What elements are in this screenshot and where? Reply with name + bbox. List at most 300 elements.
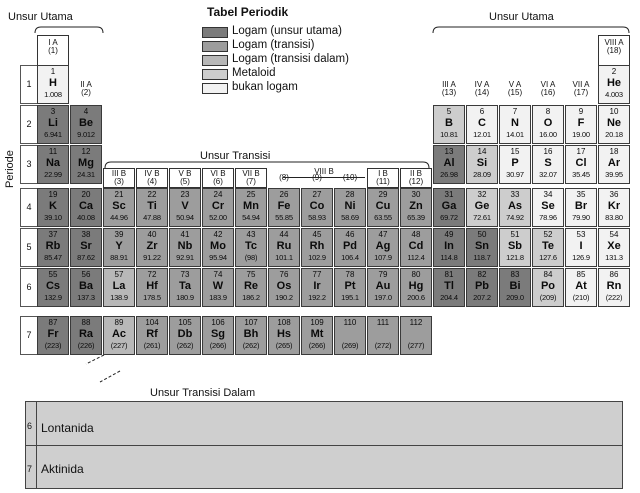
atomic-mass: 50.94 — [176, 213, 194, 222]
element-symbol: P — [511, 157, 519, 169]
group-number: (1) — [48, 46, 58, 56]
element-cell-ra — [70, 316, 102, 355]
atomic-number: 32 — [477, 190, 487, 199]
atomic-mass: 12.01 — [473, 130, 491, 139]
element-cell-o — [532, 105, 564, 144]
element-symbol: Rn — [606, 280, 622, 292]
atomic-mass: 114.8 — [440, 253, 458, 262]
atomic-mass: 9.012 — [77, 130, 95, 139]
element-cell-f — [565, 105, 597, 144]
element-symbol: Pd — [342, 240, 358, 252]
atomic-mass: (209) — [539, 293, 557, 302]
group-header-17 — [565, 81, 597, 98]
element-symbol: Cu — [375, 200, 391, 212]
group-name: VII B — [242, 169, 260, 178]
element-symbol: Se — [541, 200, 555, 212]
group-name: III B — [111, 169, 127, 178]
atomic-number: 20 — [81, 190, 91, 199]
atomic-mass: 14.01 — [506, 130, 524, 139]
atomic-mass: (266) — [308, 341, 326, 350]
atomic-number: 43 — [246, 230, 256, 239]
element-cell-mt — [301, 316, 333, 355]
atomic-mass: (223) — [44, 341, 62, 350]
atomic-mass: 121.8 — [506, 253, 524, 262]
atomic-mass: 95.94 — [209, 253, 227, 262]
period-number-6: 6 — [26, 282, 32, 292]
group-number: (17) — [573, 88, 589, 98]
element-symbol: Ti — [147, 200, 157, 212]
atomic-mass: 4.003 — [605, 90, 623, 99]
group-name: V A — [508, 80, 522, 89]
atomic-number: 6 — [479, 107, 485, 116]
atomic-mass: (261) — [143, 341, 161, 350]
atomic-number: 88 — [81, 318, 91, 327]
atomic-number: 29 — [378, 190, 388, 199]
legend-swatch — [202, 55, 228, 66]
element-cell-ge — [466, 188, 498, 227]
atomic-number: 105 — [178, 318, 192, 327]
element-cell-zn — [400, 188, 432, 227]
element-symbol: Mg — [78, 157, 94, 169]
group-header-15 — [499, 81, 531, 98]
element-symbol: H — [49, 77, 57, 89]
atomic-number: 108 — [277, 318, 291, 327]
atomic-mass: 195.1 — [341, 293, 359, 302]
element-cell-po — [532, 268, 564, 307]
legend-label: Logam (transisi) — [232, 39, 315, 51]
element-cell-i — [565, 228, 597, 267]
atomic-mass: 112.4 — [407, 253, 425, 262]
group-name: II A — [80, 80, 92, 89]
period-number-4: 4 — [26, 202, 32, 212]
element-symbol: Co — [309, 200, 325, 212]
element-symbol: Hf — [146, 280, 158, 292]
group-header-2 — [70, 81, 102, 98]
atomic-mass: 78.96 — [539, 213, 557, 222]
group-header-4 — [136, 168, 168, 188]
atomic-number: 11 — [48, 147, 58, 156]
atomic-mass: 91.22 — [143, 253, 161, 262]
atomic-mass: 74.92 — [506, 213, 524, 222]
atomic-number: 79 — [378, 270, 388, 279]
atomic-mass: 102.9 — [308, 253, 326, 262]
element-cell-w — [202, 268, 234, 307]
group-number: (5) — [180, 177, 190, 187]
atomic-number: 50 — [477, 230, 487, 239]
atomic-number: 13 — [444, 147, 454, 156]
group-number: (18) — [606, 46, 622, 56]
atomic-number: 10 — [609, 107, 619, 116]
element-symbol: Fe — [277, 200, 291, 212]
atomic-number: 28 — [345, 190, 355, 199]
legend-swatch — [202, 27, 228, 38]
element-symbol: Bh — [243, 328, 259, 340]
element-cell-v — [169, 188, 201, 227]
element-symbol: B — [445, 117, 453, 129]
element-cell-cd — [400, 228, 432, 267]
element-cell-hg — [400, 268, 432, 307]
atomic-mass: 52.00 — [209, 213, 227, 222]
atomic-mass: 10.81 — [440, 130, 458, 139]
element-cell-mn — [235, 188, 267, 227]
group-name: I B — [378, 169, 388, 178]
element-cell-b — [433, 105, 465, 144]
element-symbol: Nb — [177, 240, 193, 252]
element-symbol: Ar — [607, 157, 621, 169]
inner-dash-left — [100, 371, 120, 382]
element-cell-re — [235, 268, 267, 307]
atomic-number: 47 — [378, 230, 388, 239]
element-symbol: Be — [78, 117, 94, 129]
atomic-number: 24 — [213, 190, 223, 199]
element-symbol: Ne — [606, 117, 622, 129]
element-cell-tl — [433, 268, 465, 307]
element-symbol: Rb — [45, 240, 61, 252]
atomic-mass: 138.9 — [110, 293, 128, 302]
page-title: Tabel Periodik — [207, 5, 289, 19]
atomic-mass: (222) — [605, 293, 623, 302]
legend-label: bukan logam — [232, 81, 298, 93]
atomic-mass: 107.9 — [374, 253, 392, 262]
element-cell-ar — [598, 145, 630, 184]
element-cell-sr — [70, 228, 102, 267]
group-header-5 — [169, 168, 201, 188]
atomic-mass: 209.0 — [506, 293, 524, 302]
atomic-number: 25 — [246, 190, 256, 199]
atomic-mass: 55.85 — [275, 213, 293, 222]
period-number-7: 7 — [26, 330, 32, 340]
aktinida-label: Aktinida — [41, 462, 84, 476]
group-header-7 — [235, 168, 267, 188]
unsur-transisi-dalam-label: Unsur Transisi Dalam — [150, 387, 256, 399]
legend-label: Metaloid — [232, 67, 276, 79]
atomic-number: 22 — [147, 190, 157, 199]
element-symbol: Cl — [575, 157, 587, 169]
group-number: (14) — [474, 88, 490, 98]
period-box — [20, 145, 37, 184]
period-number-5: 5 — [26, 242, 32, 252]
period-box — [20, 316, 37, 355]
atomic-mass: 35.45 — [572, 170, 590, 179]
element-symbol: Cd — [408, 240, 424, 252]
element-cell-he — [598, 65, 630, 104]
atomic-number: 9 — [578, 107, 584, 116]
atomic-mass: (262) — [242, 341, 260, 350]
atomic-mass: 178.5 — [143, 293, 161, 302]
atomic-mass: (226) — [77, 341, 95, 350]
group-number: (8) — [279, 173, 289, 182]
element-symbol: Li — [48, 117, 58, 129]
left-bracket — [35, 27, 103, 33]
group-header-12 — [400, 168, 432, 188]
atomic-number: 38 — [81, 230, 91, 239]
element-symbol: Si — [476, 157, 488, 169]
atomic-number: 84 — [543, 270, 553, 279]
element-symbol: Hs — [276, 328, 292, 340]
element-symbol: Kr — [607, 200, 621, 212]
element-cell-ti — [136, 188, 168, 227]
legend-swatch — [202, 41, 228, 52]
atomic-mass: 39.10 — [44, 213, 62, 222]
atomic-number: 8 — [545, 107, 551, 116]
atomic-number: 42 — [213, 230, 223, 239]
periode-axis-label: Periode — [4, 150, 16, 188]
element-cell-co — [301, 188, 333, 227]
element-cell-rb — [37, 228, 69, 267]
atomic-mass: 85.47 — [44, 253, 62, 262]
group-name: II B — [409, 169, 422, 178]
atomic-mass: 197.0 — [374, 293, 392, 302]
element-cell-hf — [136, 268, 168, 307]
element-symbol: F — [577, 117, 585, 129]
element-symbol: Au — [375, 280, 391, 292]
element-symbol: I — [579, 240, 583, 252]
element-cell-ni — [334, 188, 366, 227]
atomic-number: 12 — [81, 147, 91, 156]
atomic-number: 1 — [50, 67, 56, 76]
atomic-mass: 32.07 — [539, 170, 557, 179]
element-symbol — [335, 329, 365, 340]
element-symbol: V — [181, 200, 189, 212]
atomic-mass: 65.39 — [407, 213, 425, 222]
atomic-mass: 207.2 — [473, 293, 491, 302]
element-symbol: Ac — [111, 328, 127, 340]
group-name: V B — [178, 169, 192, 178]
atomic-mass: (269) — [341, 341, 359, 350]
atomic-mass: 69.72 — [440, 213, 458, 222]
legend-swatch — [202, 83, 228, 94]
group-header-16 — [532, 81, 564, 98]
element-symbol: Al — [443, 157, 455, 169]
element-cell-sc — [103, 188, 135, 227]
atomic-mass: (262) — [176, 341, 194, 350]
element-cell-mg — [70, 145, 102, 184]
legend-swatch — [202, 69, 228, 80]
element-symbol: K — [49, 200, 57, 212]
atomic-mass: 127.6 — [539, 253, 557, 262]
group-number: (2) — [81, 88, 91, 98]
atomic-number: 54 — [609, 230, 619, 239]
element-cell-hs — [268, 316, 300, 355]
atomic-number: 4 — [83, 107, 89, 116]
group-number: (4) — [147, 177, 157, 187]
element-cell-db — [169, 316, 201, 355]
atomic-mass: 106.4 — [341, 253, 359, 262]
atomic-number: 77 — [312, 270, 322, 279]
element-cell-pb — [466, 268, 498, 307]
group-header-11 — [367, 168, 399, 188]
period-box — [20, 228, 37, 267]
element-cell-h — [37, 65, 69, 104]
element-symbol: Ir — [313, 280, 321, 292]
group-header-1 — [37, 35, 69, 65]
atomic-number: 80 — [411, 270, 421, 279]
element-cell-bi — [499, 268, 531, 307]
element-symbol: Cr — [211, 200, 225, 212]
group-number: (16) — [540, 88, 556, 98]
element-cell-la — [103, 268, 135, 307]
atomic-number: 33 — [510, 190, 520, 199]
legend-label: Logam (unsur utama) — [232, 25, 342, 37]
group-number: (12) — [408, 177, 424, 187]
group-number: (10) — [342, 173, 358, 182]
element-cell-n — [499, 105, 531, 144]
element-cell-rn — [598, 268, 630, 307]
element-cell-te — [532, 228, 564, 267]
atomic-number: 39 — [114, 230, 124, 239]
atomic-number: 31 — [444, 190, 454, 199]
atomic-number: 36 — [609, 190, 619, 199]
atomic-mass: 192.2 — [308, 293, 326, 302]
atomic-mass: 54.94 — [242, 213, 260, 222]
group-name: VI B — [210, 169, 226, 178]
element-cell-fr — [37, 316, 69, 355]
atomic-mass: 28.09 — [473, 170, 491, 179]
atomic-mass: 40.08 — [77, 213, 95, 222]
atomic-mass: 16.00 — [539, 130, 557, 139]
element-symbol: Tc — [244, 240, 258, 252]
element-symbol: La — [112, 280, 126, 292]
element-cell-br — [565, 188, 597, 227]
inner-dash-left-2 — [86, 355, 104, 364]
element-symbol: Pt — [344, 280, 356, 292]
element-cell-ru — [268, 228, 300, 267]
atomic-number: 40 — [147, 230, 157, 239]
atomic-number: 26 — [279, 190, 289, 199]
atomic-mass: 39.95 — [605, 170, 623, 179]
element-cell-cu — [367, 188, 399, 227]
atomic-mass: 137.3 — [77, 293, 95, 302]
right-bracket — [433, 27, 629, 33]
atomic-number: 34 — [543, 190, 553, 199]
group-number: (6) — [213, 177, 223, 187]
atomic-number: 53 — [576, 230, 586, 239]
inner-period-6: 6 — [27, 421, 33, 431]
atomic-number: 81 — [444, 270, 454, 279]
atomic-number: 73 — [180, 270, 190, 279]
element-symbol: As — [507, 200, 523, 212]
lantanida-label: Lontanida — [41, 421, 94, 435]
atomic-number: 56 — [81, 270, 91, 279]
atomic-number: 49 — [444, 230, 454, 239]
group-header-6 — [202, 168, 234, 188]
element-symbol: Br — [574, 200, 588, 212]
group-name: I A — [48, 38, 58, 47]
atomic-mass: 132.9 — [44, 293, 62, 302]
atomic-number: 52 — [543, 230, 553, 239]
atomic-number: 41 — [180, 230, 190, 239]
group-number: (15) — [507, 88, 523, 98]
element-symbol: Re — [243, 280, 259, 292]
atomic-number: 46 — [345, 230, 355, 239]
atomic-mass: 63.55 — [374, 213, 392, 222]
element-symbol: Fr — [47, 328, 59, 340]
element-cell-sn — [466, 228, 498, 267]
atomic-number: 35 — [576, 190, 586, 199]
element-symbol: Bi — [509, 280, 521, 292]
element-cell-p — [499, 145, 531, 184]
element-cell-os — [268, 268, 300, 307]
element-symbol: Te — [541, 240, 555, 252]
atomic-mass: 1.008 — [44, 90, 62, 99]
atomic-mass: (98) — [244, 253, 258, 262]
element-cell-mo — [202, 228, 234, 267]
element-cell-nb — [169, 228, 201, 267]
atomic-mass: 79.90 — [572, 213, 590, 222]
element-cell-sg — [202, 316, 234, 355]
element-cell-rh — [301, 228, 333, 267]
atomic-mass: (266) — [209, 341, 227, 350]
element-cell-li — [37, 105, 69, 144]
atomic-mass: 58.93 — [308, 213, 326, 222]
atomic-number: 19 — [48, 190, 58, 199]
atomic-number: 76 — [279, 270, 289, 279]
group-number: (11) — [376, 177, 390, 187]
element-cell-e111 — [367, 316, 399, 355]
atomic-number: 5 — [446, 107, 452, 116]
atomic-number: 48 — [411, 230, 421, 239]
period-box — [20, 268, 37, 307]
element-cell-cs — [37, 268, 69, 307]
element-symbol: Rf — [146, 328, 158, 340]
atomic-number: 7 — [512, 107, 518, 116]
unsur-transisi-label: Unsur Transisi — [200, 150, 271, 162]
group-number: (3) — [114, 177, 124, 187]
element-symbol: Pb — [474, 280, 490, 292]
atomic-number: 112 — [409, 318, 423, 327]
group-number: (13) — [441, 88, 457, 98]
element-symbol: S — [544, 157, 552, 169]
group-header-14 — [466, 81, 498, 98]
element-cell-ac — [103, 316, 135, 355]
element-cell-zr — [136, 228, 168, 267]
atomic-mass: 131.3 — [605, 253, 623, 262]
element-symbol: N — [511, 117, 519, 129]
element-symbol: Ga — [441, 200, 457, 212]
atomic-mass: 24.31 — [77, 170, 95, 179]
atomic-number: 55 — [48, 270, 58, 279]
element-cell-ir — [301, 268, 333, 307]
element-symbol — [401, 329, 431, 340]
element-cell-al — [433, 145, 465, 184]
element-cell-bh — [235, 316, 267, 355]
atomic-mass: 92.91 — [176, 253, 194, 262]
element-cell-tc — [235, 228, 267, 267]
atomic-mass: 22.99 — [44, 170, 62, 179]
unsur-utama-left-label: Unsur Utama — [8, 11, 73, 23]
atomic-number: 23 — [180, 190, 190, 199]
atomic-mass: 72.61 — [473, 213, 491, 222]
atomic-number: 78 — [345, 270, 355, 279]
atomic-number: 74 — [213, 270, 223, 279]
element-cell-ba — [70, 268, 102, 307]
period-number-2: 2 — [26, 119, 32, 129]
element-symbol: Sr — [80, 240, 92, 252]
element-cell-se — [532, 188, 564, 227]
atomic-mass: 26.98 — [440, 170, 458, 179]
element-cell-au — [367, 268, 399, 307]
group-number: (7) — [246, 177, 256, 187]
element-symbol: Sn — [474, 240, 490, 252]
atomic-mass: 87.62 — [77, 253, 95, 262]
element-cell-as — [499, 188, 531, 227]
element-symbol: Mn — [243, 200, 259, 212]
atomic-mass: 183.9 — [209, 293, 227, 302]
element-cell-si — [466, 145, 498, 184]
element-cell-cl — [565, 145, 597, 184]
atomic-mass: 126.9 — [572, 253, 590, 262]
element-symbol: Zr — [146, 240, 158, 252]
